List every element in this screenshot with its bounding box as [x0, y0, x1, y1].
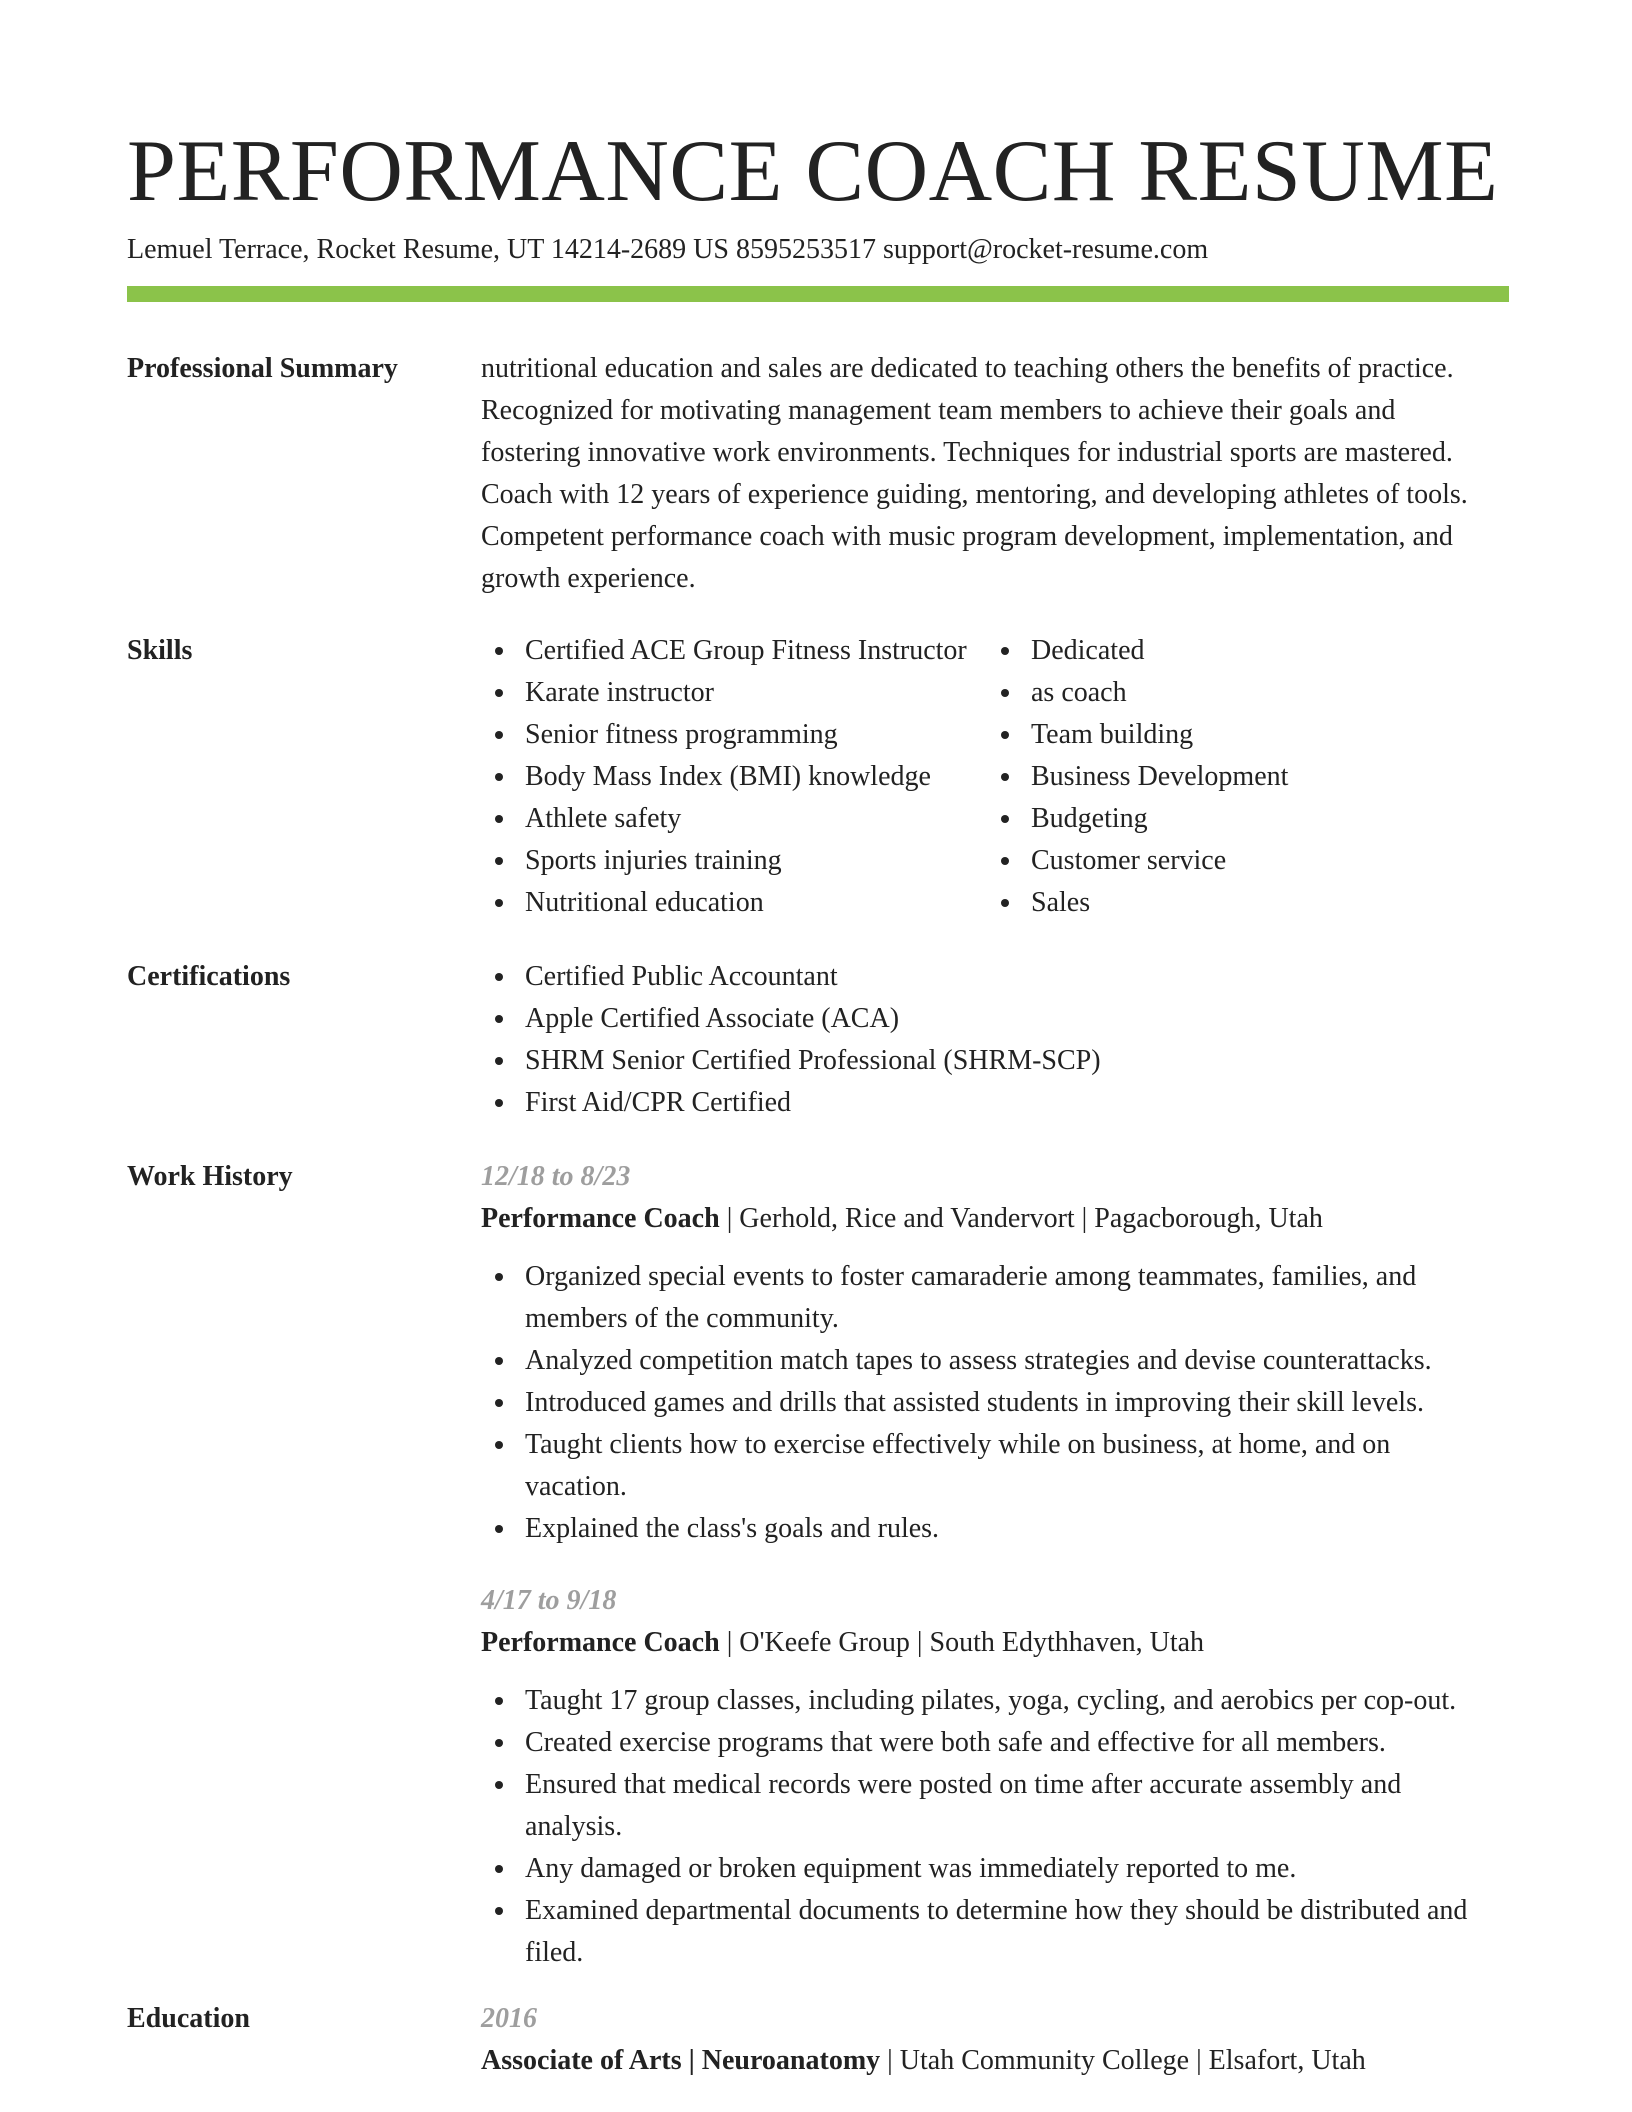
- bullet-line: filed.: [525, 1937, 584, 1968]
- bullet-line: Ensured that medical records were posted on time after accurate assembly and: [525, 1769, 1402, 1800]
- accent-divider: [127, 286, 1509, 302]
- job-bullet: Analyzed competition match tapes to assess strategies and devise counterattacks.: [481, 1340, 1509, 1382]
- job-bullets: [481, 1680, 1509, 1974]
- skill-item: Budgeting: [987, 798, 1487, 840]
- skill-item: Team building: [987, 714, 1487, 756]
- skill-item: Customer service: [987, 840, 1487, 882]
- skill-item: Sports injuries training: [481, 840, 987, 882]
- summary-line: nutritional education and sales are dedicated to teaching others the benefits of practice.: [481, 353, 1454, 384]
- job-role: Performance Coach: [481, 1203, 720, 1234]
- skill-item: Nutritional education: [481, 882, 987, 924]
- skill-item: Dedicated: [987, 630, 1487, 672]
- certifications-body: [481, 956, 1509, 1124]
- section-label-education: Education: [127, 2003, 250, 2034]
- job-bullet: Explained the class's goals and rules.: [481, 1508, 1509, 1550]
- bullet-line: vacation.: [525, 1471, 627, 1502]
- summary-line: growth experience.: [481, 563, 696, 594]
- job-bullet: [481, 1890, 1509, 1974]
- job-title-line: [481, 1622, 1509, 1664]
- resume-title: PERFORMANCE COACH RESUME: [127, 123, 1499, 220]
- skill-item: Business Development: [987, 756, 1487, 798]
- education-body: [481, 1998, 1509, 2082]
- skills-column-2: [987, 630, 1487, 924]
- bullet-line: analysis.: [525, 1811, 623, 1842]
- section-label-summary: Professional Summary: [127, 353, 398, 384]
- education-degree: Associate of Arts | Neuroanatomy: [481, 2045, 881, 2076]
- job-dates: 12/18 to 8/23: [481, 1161, 631, 1192]
- job-bullet: Any damaged or broken equipment was immediately reported to me.: [481, 1848, 1509, 1890]
- job-bullet: [481, 1256, 1509, 1340]
- skill-item: Certified ACE Group Fitness Instructor: [481, 630, 987, 672]
- summary-text: [481, 348, 1509, 600]
- job-bullets: [481, 1256, 1509, 1550]
- job-bullet: Created exercise programs that were both safe and effective for all members.: [481, 1722, 1509, 1764]
- job-bullet: [481, 1764, 1509, 1848]
- summary-line: Coach with 12 years of experience guiding, mentoring, and developing athletes of tools.: [481, 479, 1468, 510]
- skills-list: [481, 630, 1509, 924]
- certifications-list: [481, 956, 1509, 1124]
- summary-line: Recognized for motivating management team members to achieve their goals and: [481, 395, 1396, 426]
- bullet-line: Organized special events to foster camaraderie among teammates, families, and: [525, 1261, 1417, 1292]
- bullet-line: Taught clients how to exercise effectively while on business, at home, and on: [525, 1429, 1391, 1460]
- contact-line: Lemuel Terrace, Rocket Resume, UT 14214-2689 US 8595253517 support@rocket-resume.com: [127, 234, 1209, 265]
- certification-item: Apple Certified Associate (ACA): [481, 998, 1509, 1040]
- summary-line: fostering innovative work environments. Techniques for industrial sports are mastered.: [481, 437, 1453, 468]
- skill-item: Body Mass Index (BMI) knowledge: [481, 756, 987, 798]
- certification-item: SHRM Senior Certified Professional (SHRM-SCP): [481, 1040, 1509, 1082]
- skill-item: Karate instructor: [481, 672, 987, 714]
- work-history-body: [481, 1156, 1509, 1974]
- section-label-work-history: Work History: [127, 1161, 293, 1192]
- section-label-certifications: Certifications: [127, 961, 291, 992]
- skill-item: as coach: [987, 672, 1487, 714]
- skills-column-1: [481, 630, 987, 924]
- job-entry: [481, 1156, 1509, 1550]
- job-bullet: [481, 1424, 1509, 1508]
- job-bullet: Taught 17 group classes, including pilates, yoga, cycling, and aerobics per cop-out.: [481, 1680, 1509, 1722]
- job-bullet: Introduced games and drills that assisted students in improving their skill levels.: [481, 1382, 1509, 1424]
- bullet-line: Examined departmental documents to determine how they should be distributed and: [525, 1895, 1468, 1926]
- bullet-line: members of the community.: [525, 1303, 839, 1334]
- job-entry: [481, 1580, 1509, 1974]
- job-dates: 4/17 to 9/18: [481, 1585, 617, 1616]
- skill-item: Senior fitness programming: [481, 714, 987, 756]
- certification-item: Certified Public Accountant: [481, 956, 1509, 998]
- certification-item: First Aid/CPR Certified: [481, 1082, 1509, 1124]
- job-details: | O'Keefe Group | South Edythhaven, Utah: [719, 1627, 1205, 1658]
- skill-item: Sales: [987, 882, 1487, 924]
- job-title-line: [481, 1198, 1509, 1240]
- education-year: 2016: [481, 2003, 537, 2034]
- skill-item: Athlete safety: [481, 798, 987, 840]
- education-line: [481, 2040, 1509, 2082]
- education-details: | Utah Community College | Elsafort, Utah: [880, 2045, 1366, 2076]
- summary-line: Competent performance coach with music program development, implementation, and: [481, 521, 1453, 552]
- job-role: Performance Coach: [481, 1627, 720, 1658]
- job-details: | Gerhold, Rice and Vandervort | Pagacborough, Utah: [719, 1203, 1323, 1234]
- section-label-skills: Skills: [127, 635, 193, 666]
